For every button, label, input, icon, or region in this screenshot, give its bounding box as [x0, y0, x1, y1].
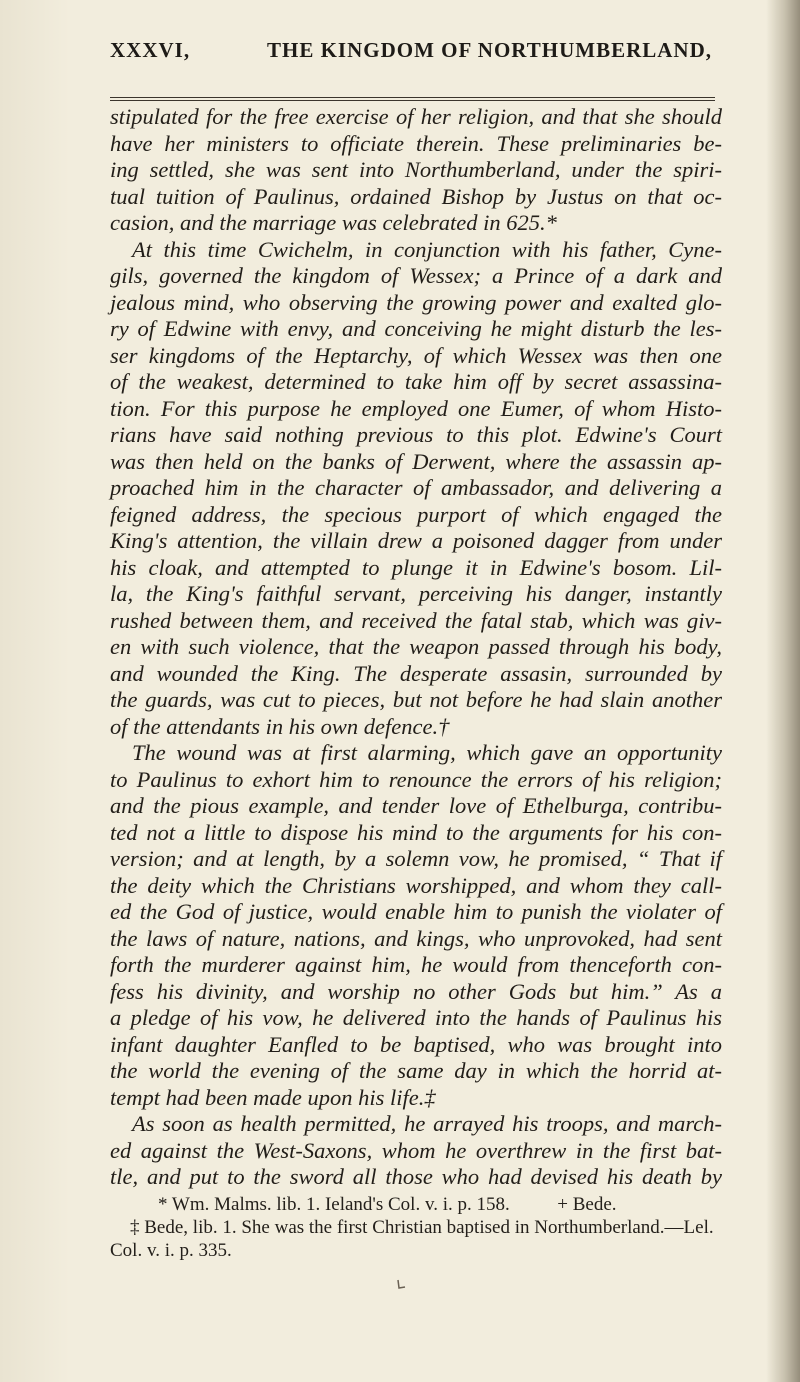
text-line: ed against the West-Saxons, whom he overthrew in the first bat-: [110, 1137, 722, 1163]
text-line: to Paulinus to exhort him to renounce the errors of his religion;: [110, 766, 722, 792]
text-line: en with such violence, that the weapon passed through his body,: [110, 634, 722, 659]
text-line: tual tuition of Paulinus, ordained Bishop by Justus on that oc-: [110, 183, 722, 209]
text-line: the guards, was cut to pieces, but not before he had slain another: [110, 687, 722, 712]
text-line: King's attention, the villain drew a poisoned dagger from under: [110, 528, 722, 553]
running-title: THE KINGDOM OF NORTHUMBERLAND,: [267, 38, 712, 62]
text-line: a pledge of his vow, he delivered into the hands of Paulinus his: [110, 1005, 722, 1030]
text-line: of the weakest, determined to take him off by secret assassina-: [110, 369, 722, 394]
text-line: casion, and the marriage was celebrated in 625.*: [110, 210, 557, 235]
text-line: was then held on the banks of Derwent, where the assassin ap-: [110, 448, 722, 474]
text-line: ser kingdoms of the Heptarchy, of which Wessex was then one: [110, 342, 722, 368]
body-text: [110, 104, 722, 1191]
text-line: tion. For this purpose he employed one Eumer, of whom Histo-: [110, 395, 722, 421]
text-line: the laws of nature, nations, and kings, who unprovoked, had sent: [110, 925, 722, 951]
text-line: jealous mind, who observing the growing power and exalted glo-: [110, 289, 722, 315]
text-line: have her ministers to officiate therein. These preliminaries be-: [110, 130, 722, 156]
text-line: rushed between them, and received the fatal stab, which was giv-: [110, 607, 722, 633]
text-line: stipulated for the free exercise of her religion, and that she should: [110, 104, 722, 129]
page-folio: XXXVI,: [110, 38, 191, 62]
footnote-line: * Wm. Malms. lib. 1. Ieland's Col. v. i. p. 158. + Bede.: [158, 1194, 617, 1215]
text-line: and the pious example, and tender love of Ethelburga, contribu-: [110, 793, 722, 818]
text-line: ry of Edwine with envy, and conceiving he might disturb the les-: [110, 316, 722, 341]
text-line: ted not a little to dispose his mind to the arguments for his con-: [110, 819, 722, 845]
running-header: [110, 38, 710, 66]
text-line: la, the King's faithful servant, perceiving his danger, instantly: [110, 581, 722, 606]
text-line: infant daughter Eanfled to be baptised, who was brought into: [110, 1031, 722, 1057]
text-line: feigned address, the specious purport of which engaged the: [110, 501, 722, 527]
page-gutter-shading: [0, 0, 70, 1382]
text-line: proached him in the character of ambassador, and delivering a: [110, 475, 722, 500]
ink-blemish: [396, 1278, 410, 1290]
text-line: ing settled, she was sent into Northumberland, under the spiri-: [110, 157, 722, 182]
text-line: ed the God of justice, would enable him to punish the violater of: [110, 899, 722, 924]
text-line: At this time Cwichelm, in conjunction with his father, Cyne-: [132, 236, 722, 262]
footnotes: [110, 1193, 722, 1262]
text-line: tle, and put to the sword all those who had devised his death by: [110, 1164, 722, 1189]
text-line: version; and at length, by a solemn vow, he promised, “ That if: [110, 846, 722, 871]
text-line: of the attendants in his own defence.†: [110, 713, 450, 739]
text-line: and wounded the King. The desperate assasin, surrounded by: [110, 660, 722, 686]
header-rule: [110, 97, 715, 101]
text-line: gils, governed the kingdom of Wessex; a Prince of a dark and: [110, 263, 722, 288]
text-line: forth the murderer against him, he would from thenceforth con-: [110, 952, 722, 977]
text-line: As soon as health permitted, he arrayed his troops, and march-: [132, 1111, 722, 1136]
text-line: the deity which the Christians worshipped, and whom they call-: [110, 872, 722, 898]
page-edge-shadow: [766, 0, 800, 1382]
text-line: rians have said nothing previous to this plot. Edwine's Court: [110, 422, 722, 447]
text-line: The wound was at first alarming, which gave an opportunity: [132, 740, 722, 765]
text-line: the world the evening of the same day in which the horrid at-: [110, 1058, 722, 1083]
ink-blemish-shape: [396, 1278, 410, 1290]
text-line: his cloak, and attempted to plunge it in Edwine's bosom. Lil-: [110, 554, 722, 580]
footnote-line: Col. v. i. p. 335.: [110, 1240, 232, 1261]
footnote-line: ‡ Bede, lib. 1. She was the first Christian baptised in Northumberland.—Lel.: [130, 1217, 714, 1238]
text-line: fess his divinity, and worship no other Gods but him.” As a: [110, 978, 722, 1004]
text-line: tempt had been made upon his life.‡: [110, 1084, 436, 1110]
